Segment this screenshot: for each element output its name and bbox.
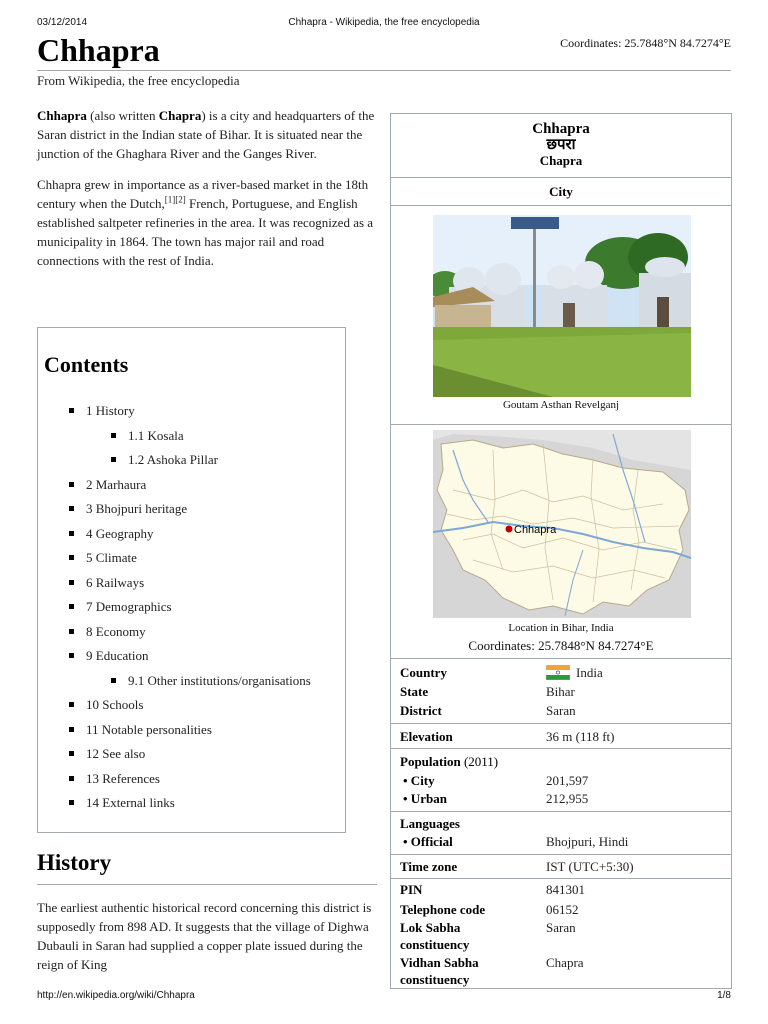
toc-item[interactable] <box>38 793 345 818</box>
page-subtitle: From Wikipedia, the free encyclopedia <box>37 73 240 88</box>
intro-paragraph-1: Chhapra (also written Chapra) is a city and headquarters of the Saran district in the Indian state of Bihar. It is situated near the junction of the Ghaghara River and the Ganges River. <box>37 108 375 161</box>
table-of-contents <box>37 327 346 833</box>
infobox-settlement-type: City <box>391 178 731 206</box>
print-date: 03/12/2014 <box>37 17 88 28</box>
toc-item-label[interactable]: 14 External links <box>86 795 175 810</box>
toc-item[interactable] <box>38 401 345 426</box>
bullet-icon <box>69 604 74 609</box>
row-population: Population (2011) <box>400 754 499 769</box>
toc-item-label[interactable]: 4 Geography <box>86 525 154 541</box>
bullet-icon <box>69 531 74 536</box>
toc-item[interactable] <box>38 671 345 696</box>
toc-item-label[interactable]: 7 Demographics <box>86 599 172 614</box>
row-state: State Bihar <box>400 684 575 699</box>
toc-item-label[interactable]: 11 Notable personalities <box>86 721 212 737</box>
toc-item-label[interactable]: 6 Railways <box>86 574 145 590</box>
print-footer <box>37 990 731 1004</box>
toc-item[interactable] <box>38 499 345 524</box>
row-elevation: Elevation 36 m (118 ft) <box>400 729 615 744</box>
toc-item[interactable] <box>38 622 345 647</box>
bullet-icon <box>69 800 74 805</box>
row-languages-official: • Official Bhojpuri, Hindi <box>403 834 629 849</box>
infobox-divider <box>391 811 731 812</box>
toc-item-label[interactable]: 8 Economy <box>86 623 146 639</box>
toc-heading: Contents <box>44 352 129 377</box>
toc-item-label[interactable]: 1 History <box>86 403 135 418</box>
toc-item[interactable] <box>38 720 345 745</box>
toc-item-label[interactable]: 10 Schools <box>86 697 144 712</box>
page-title: Chhapra <box>37 32 160 68</box>
temple-photo[interactable] <box>433 215 691 397</box>
intro-paragraph-2: Chhapra grew in importance as a river-based market in the 18th century when the Dutch,[1][2] French, Portuguese, and English established saltpeter refineries in the area. It was recognized as a municipality in 1864. The town has major rail and road connections with the rest of India. <box>37 177 374 268</box>
row-vidhan-sabha-2: constituency <box>400 972 470 987</box>
history-paragraph: The earliest authentic historical record concerning this district is supposedly from 898 AD. It suggests that the village of Dighwa Dubauli in Saran had supplied a copper plate issued during the reign of King <box>37 900 372 972</box>
lok-sabha-link[interactable]: Saran <box>546 920 576 935</box>
row-languages: Languages <box>400 816 460 831</box>
bullet-icon <box>111 433 116 438</box>
bihar-map-image <box>433 430 691 618</box>
toc-item-label[interactable]: 9 Education <box>86 648 149 663</box>
infobox-divider <box>391 854 731 855</box>
reference-link[interactable]: [1] <box>164 194 176 205</box>
print-page-number: 1/8 <box>717 990 731 1001</box>
infobox-divider <box>391 748 731 749</box>
toc-item-label[interactable]: 5 Climate <box>86 550 137 565</box>
bullet-icon <box>69 580 74 585</box>
bullet-icon <box>69 751 74 756</box>
row-pin: PIN 841301 <box>400 882 585 897</box>
bullet-icon <box>111 678 116 683</box>
toc-item[interactable] <box>38 548 345 573</box>
toc-item[interactable] <box>38 597 345 622</box>
country-link[interactable]: India <box>576 665 603 680</box>
bullet-icon <box>69 555 74 560</box>
toc-item[interactable] <box>38 744 345 769</box>
row-district: District Saran <box>400 703 576 718</box>
map-caption: Location in Bihar, India <box>508 622 614 634</box>
print-url: http://en.wikipedia.org/wiki/Chhapra <box>37 990 195 1001</box>
section-divider <box>37 884 377 885</box>
title-divider <box>37 70 731 71</box>
row-lok-sabha-2: constituency <box>400 937 470 952</box>
bullet-icon <box>111 457 116 462</box>
section-heading-history: History <box>37 850 112 875</box>
infobox-map-section <box>391 425 731 659</box>
toc-item[interactable] <box>38 646 345 671</box>
bullet-icon <box>69 629 74 634</box>
bullet-icon <box>69 727 74 732</box>
toc-item[interactable] <box>38 524 345 549</box>
print-header <box>37 17 731 31</box>
row-population-urban: • Urban 212,955 <box>403 791 589 806</box>
infobox-divider <box>391 723 731 724</box>
india-flag-icon <box>546 665 570 680</box>
print-page-title: Chhapra - Wikipedia, the free encyclopedia <box>288 17 480 28</box>
infobox-native-name: छपरा <box>546 135 576 153</box>
row-timezone: Time zone IST (UTC+5:30) <box>400 859 634 874</box>
infobox-title: Chhapra <box>532 121 590 137</box>
toc-item-label[interactable]: 2 Marhaura <box>86 476 147 492</box>
bold-term: Chhapra <box>37 108 87 123</box>
toc-item[interactable] <box>38 695 345 720</box>
temple-photo-image <box>433 215 691 397</box>
toc-item[interactable] <box>38 769 345 794</box>
bold-term: Chapra <box>158 108 202 123</box>
toc-item[interactable] <box>38 426 345 451</box>
intro-column <box>37 106 377 282</box>
toc-item[interactable] <box>38 573 345 598</box>
bullet-icon <box>69 776 74 781</box>
toc-item-label[interactable]: 13 References <box>86 770 160 786</box>
infobox-photo-section <box>391 206 731 425</box>
coordinates-top[interactable]: Coordinates: 25.7848°N 84.7274°E <box>560 36 731 50</box>
bullet-icon <box>69 506 74 511</box>
toc-item-label[interactable]: 1.2 Ashoka Pillar <box>128 452 218 467</box>
location-map[interactable] <box>433 430 691 618</box>
timezone-link[interactable]: IST (UTC+5:30) <box>546 859 634 874</box>
bullet-icon <box>69 653 74 658</box>
bullet-icon <box>69 408 74 413</box>
infobox-name <box>391 114 731 178</box>
state-link[interactable]: Bihar <box>546 684 575 699</box>
toc-list <box>38 401 345 818</box>
reference-link[interactable]: [2] <box>175 194 186 205</box>
infobox <box>390 113 732 989</box>
toc-item-label[interactable]: 12 See also <box>86 746 146 761</box>
toc-item[interactable] <box>38 475 345 500</box>
toc-item-label[interactable]: 9.1 Other institutions/organisations <box>128 672 311 688</box>
row-population-city: • City 201,597 <box>403 773 589 788</box>
infobox-divider <box>391 878 731 879</box>
row-country: Country India <box>400 665 603 680</box>
toc-item[interactable] <box>38 450 345 475</box>
row-telephone-code: Telephone code 06152 <box>400 902 579 917</box>
toc-item-label[interactable]: 1.1 Kosala <box>128 427 184 443</box>
row-vidhan-sabha: Vidhan Sabha Chapra <box>400 955 584 970</box>
district-link[interactable]: Saran <box>546 703 576 718</box>
bullet-icon <box>69 482 74 487</box>
toc-item-label[interactable]: 3 Bhojpuri heritage <box>86 501 188 516</box>
infobox-alt-name: Chapra <box>539 153 583 168</box>
vidhan-sabha-link[interactable]: Chapra <box>546 955 584 970</box>
map-coordinates[interactable]: Coordinates: 25.7848°N 84.7274°E <box>468 638 654 653</box>
row-lok-sabha: Lok Sabha Saran <box>400 920 576 935</box>
bullet-icon <box>69 702 74 707</box>
map-marker-label: Chhapra <box>514 524 557 536</box>
photo-caption: Goutam Asthan Revelganj <box>502 399 620 411</box>
